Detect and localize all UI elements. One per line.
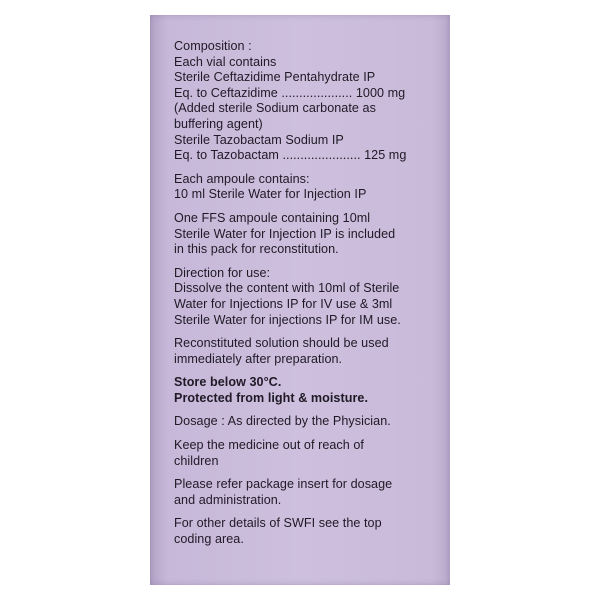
composition-line: Sterile Ceftazidime Pentahydrate IP bbox=[174, 70, 376, 85]
ffs-line: One FFS ampoule containing 10ml bbox=[174, 210, 371, 225]
reconstituted-section bbox=[174, 336, 446, 367]
composition-line: Sterile Tazobactam Sodium IP bbox=[174, 132, 344, 147]
storage-section bbox=[174, 375, 446, 406]
swfi-line: For other details of SWFI see the top bbox=[174, 516, 382, 531]
keep-line: children bbox=[174, 453, 219, 468]
storage-line: Protected from light & moisture. bbox=[174, 390, 369, 405]
composition-heading: Composition : bbox=[174, 39, 252, 53]
label-text-panel bbox=[174, 39, 446, 556]
keep-out-of-reach-section bbox=[174, 438, 446, 469]
carton-side-panel bbox=[150, 15, 450, 585]
composition-line: Eq. to Ceftazidime .................... 1000 mg bbox=[174, 85, 406, 100]
swfi-line: coding area. bbox=[174, 532, 244, 547]
ampoule-line: 10 ml Sterile Water for Injection IP bbox=[174, 187, 367, 202]
direction-line: Sterile Water for injections IP for IM use. bbox=[174, 312, 401, 327]
dosage-line: Dosage : As directed by the Physician. bbox=[174, 414, 391, 429]
ampoule-heading: Each ampoule contains: bbox=[174, 171, 310, 186]
ffs-line: in this pack for reconstitution. bbox=[174, 242, 339, 257]
reconstituted-line: Reconstituted solution should be used bbox=[174, 336, 389, 351]
direction-heading: Direction for use: bbox=[174, 265, 271, 280]
composition-line: buffering agent) bbox=[174, 116, 263, 131]
composition-line: (Added sterile Sodium carbonate as bbox=[174, 101, 376, 116]
insert-line: and administration. bbox=[174, 492, 282, 507]
insert-line: Please refer package insert for dosage bbox=[174, 477, 393, 492]
keep-line: Keep the medicine out of reach of bbox=[174, 438, 364, 453]
package-insert-section bbox=[174, 477, 446, 508]
composition-line: Each vial contains bbox=[174, 54, 277, 69]
composition-section bbox=[174, 39, 446, 164]
reconstituted-line: immediately after preparation. bbox=[174, 351, 343, 366]
ffs-section bbox=[174, 211, 446, 258]
direction-section bbox=[174, 266, 446, 328]
swfi-section bbox=[174, 516, 446, 547]
composition-line: Eq. to Tazobactam ...................... 125 mg bbox=[174, 148, 407, 163]
direction-line: Dissolve the content with 10ml of Sterile bbox=[174, 281, 400, 296]
ampoule-section bbox=[174, 172, 446, 203]
direction-line: Water for Injections IP for IV use & 3ml bbox=[174, 296, 393, 311]
storage-line: Store below 30°C. bbox=[174, 375, 282, 390]
dosage-section bbox=[174, 414, 446, 430]
ffs-line: Sterile Water for Injection IP is included bbox=[174, 226, 396, 241]
